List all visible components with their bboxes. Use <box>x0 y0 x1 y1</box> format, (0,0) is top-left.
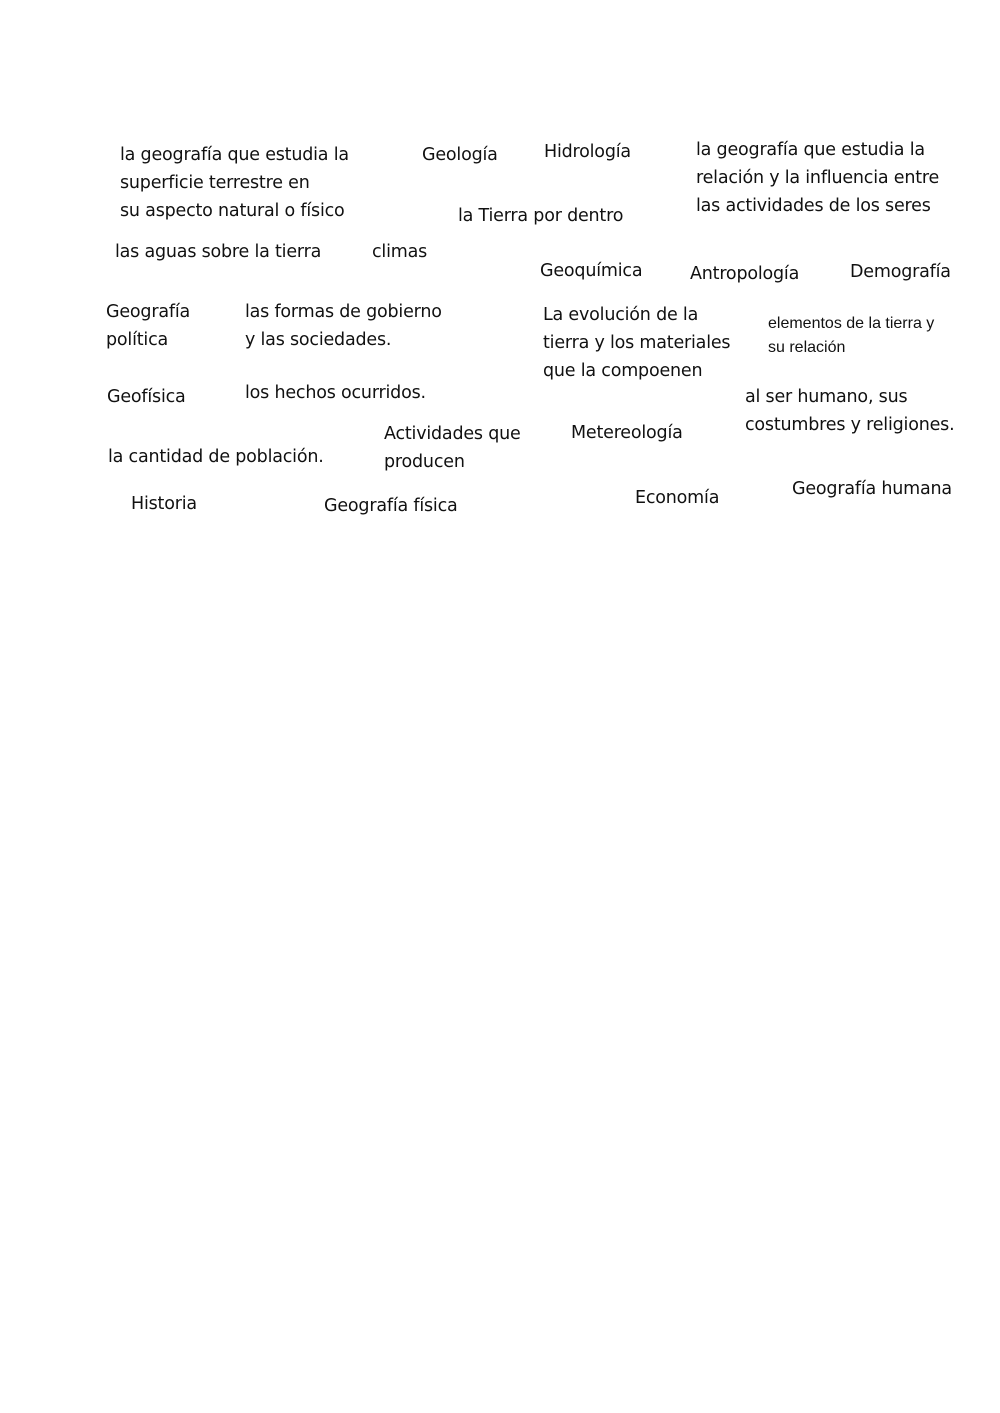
term-actividades-producen[interactable]: Actividades que producen <box>384 424 521 472</box>
term-geoquimica[interactable]: Geoquímica <box>540 261 643 281</box>
term-formas-gobierno[interactable]: las formas de gobierno y las sociedades. <box>245 302 442 350</box>
term-geografia-humana[interactable]: Geografía humana <box>792 479 952 499</box>
term-cantidad-poblacion[interactable]: la cantidad de población. <box>108 447 324 467</box>
term-hidrologia[interactable]: Hidrología <box>544 142 631 162</box>
term-geologia[interactable]: Geología <box>422 145 498 165</box>
term-evolucion-tierra[interactable]: La evolución de la tierra y los materiales que la compoenen <box>543 305 731 381</box>
definition-physical-geography[interactable]: la geografía que estudia la superficie terrestre en su aspecto natural o físico <box>120 145 349 221</box>
term-aguas-sobre-tierra[interactable]: las aguas sobre la tierra <box>115 242 322 262</box>
definition-human-geography[interactable]: la geografía que estudia la relación y la influencia entre las actividades de los seres <box>696 140 940 216</box>
term-geografia-politica[interactable]: Geografía política <box>106 302 191 350</box>
term-geofisica[interactable]: Geofísica <box>107 387 186 407</box>
term-antropologia[interactable]: Antropología <box>690 264 800 284</box>
term-historia[interactable]: Historia <box>131 494 197 514</box>
term-geografia-fisica[interactable]: Geografía física <box>324 496 458 516</box>
term-economia[interactable]: Economía <box>635 488 720 508</box>
term-elementos-tierra[interactable]: elementos de la tierra y su relación <box>768 315 935 356</box>
term-metereologia[interactable]: Metereología <box>571 423 683 443</box>
term-tierra-por-dentro[interactable]: la Tierra por dentro <box>458 206 624 226</box>
term-hechos-ocurridos[interactable]: los hechos ocurridos. <box>245 383 426 403</box>
term-climas[interactable]: climas <box>372 242 428 262</box>
term-demografia[interactable]: Demografía <box>850 262 951 282</box>
term-ser-humano[interactable]: al ser humano, sus costumbres y religiones. <box>745 387 955 435</box>
